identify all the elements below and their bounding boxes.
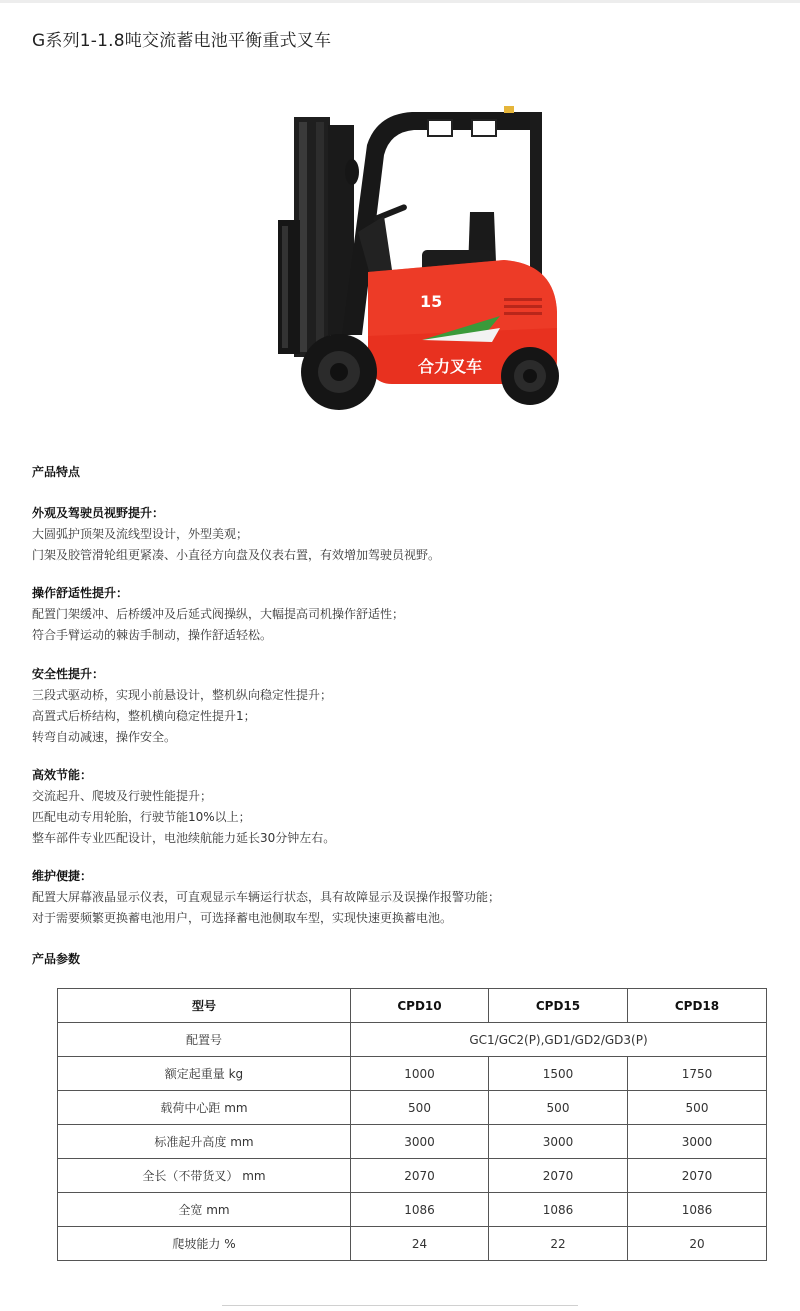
table-row [58, 1159, 767, 1193]
table-cell: 2070 [351, 1159, 489, 1193]
table-cell: 2070 [489, 1159, 628, 1193]
feature-title: 高效节能： [32, 768, 93, 782]
table-row [58, 1193, 767, 1227]
feature-line: 对于需要频繁更换蓄电池用户，可选择蓄电池侧取车型，实现快速更换蓄电池。 [32, 911, 453, 925]
row-label: 配置号 [58, 1023, 351, 1057]
bottom-divider [222, 1305, 578, 1306]
header-cell: CPD10 [351, 989, 489, 1023]
feature-block [32, 583, 772, 646]
specs-heading: 产品参数 [32, 952, 81, 966]
feature-line: 转弯自动减速，操作安全。 [32, 730, 177, 744]
table-cell: 20 [628, 1227, 767, 1261]
page-title: G系列1-1.8吨交流蓄电池平衡重式叉车 [32, 31, 332, 51]
feature-block [32, 765, 772, 849]
header-cell: CPD15 [489, 989, 628, 1023]
table-row [58, 1125, 767, 1159]
feature-block [32, 503, 772, 566]
feature-block [32, 664, 772, 748]
feature-line: 三段式驱动桥，实现小前悬设计，整机纵向稳定性提升； [32, 688, 333, 702]
feature-line: 高置式后桥结构，整机横向稳定性提升1； [32, 709, 256, 723]
table-cell: 500 [628, 1091, 767, 1125]
feature-line: 配置门架缓冲、后桥缓冲及后延式阀操纵，大幅提高司机操作舒适性； [32, 607, 405, 621]
row-label: 全宽 mm [58, 1193, 351, 1227]
feature-title: 维护便捷： [32, 869, 93, 883]
feature-block [32, 866, 772, 929]
table-cell: 500 [351, 1091, 489, 1125]
feature-line: 匹配电动专用轮胎，行驶节能10%以上； [32, 810, 251, 824]
features-heading: 产品特点 [32, 465, 81, 479]
table-cell: 1500 [489, 1057, 628, 1091]
spec-table [57, 988, 767, 1261]
table-row [58, 1227, 767, 1261]
row-label: 全长（不带货叉） mm [58, 1159, 351, 1193]
feature-title: 安全性提升： [32, 667, 105, 681]
feature-title: 操作舒适性提升： [32, 586, 129, 600]
row-label: 载荷中心距 mm [58, 1091, 351, 1125]
table-cell: 2070 [628, 1159, 767, 1193]
model-badge: 15 [420, 292, 443, 311]
table-cell: 3000 [628, 1125, 767, 1159]
table-cell: 3000 [351, 1125, 489, 1159]
feature-line: 符合手臂运动的棘齿手制动，操作舒适轻松。 [32, 628, 273, 642]
table-cell: 500 [489, 1091, 628, 1125]
table-cell: 3000 [489, 1125, 628, 1159]
brand-logo-text: 合力叉车 [418, 357, 483, 376]
row-label: 爬坡能力 % [58, 1227, 351, 1261]
feature-line: 配置大屏幕液晶显示仪表，可直观显示车辆运行状态，具有故障显示及误操作报警功能； [32, 890, 501, 904]
table-row [58, 1023, 767, 1057]
feature-line: 大圆弧护顶架及流线型设计，外型美观； [32, 527, 249, 541]
feature-line: 交流起升、爬坡及行驶性能提升； [32, 789, 213, 803]
row-label: 额定起重量 kg [58, 1057, 351, 1091]
header-cell: 型号 [58, 989, 351, 1023]
table-cell: 24 [351, 1227, 489, 1261]
table-cell: 22 [489, 1227, 628, 1261]
forklift-product-image [272, 100, 564, 412]
table-cell: 1000 [351, 1057, 489, 1091]
table-cell: 1086 [489, 1193, 628, 1227]
config-value: GC1/GC2(P),GD1/GD2/GD3(P) [351, 1023, 767, 1057]
table-header-row [58, 989, 767, 1023]
top-divider [0, 0, 800, 3]
table-cell: 1086 [351, 1193, 489, 1227]
table-cell: 1750 [628, 1057, 767, 1091]
row-label: 标准起升高度 mm [58, 1125, 351, 1159]
header-cell: CPD18 [628, 989, 767, 1023]
table-row [58, 1057, 767, 1091]
feature-line: 门架及胶管滑轮组更紧凑、小直径方向盘及仪表右置，有效增加驾驶员视野。 [32, 548, 441, 562]
table-row [58, 1091, 767, 1125]
feature-line: 整车部件专业匹配设计，电池续航能力延长30分钟左右。 [32, 831, 336, 845]
table-cell: 1086 [628, 1193, 767, 1227]
feature-title: 外观及驾驶员视野提升： [32, 506, 165, 520]
